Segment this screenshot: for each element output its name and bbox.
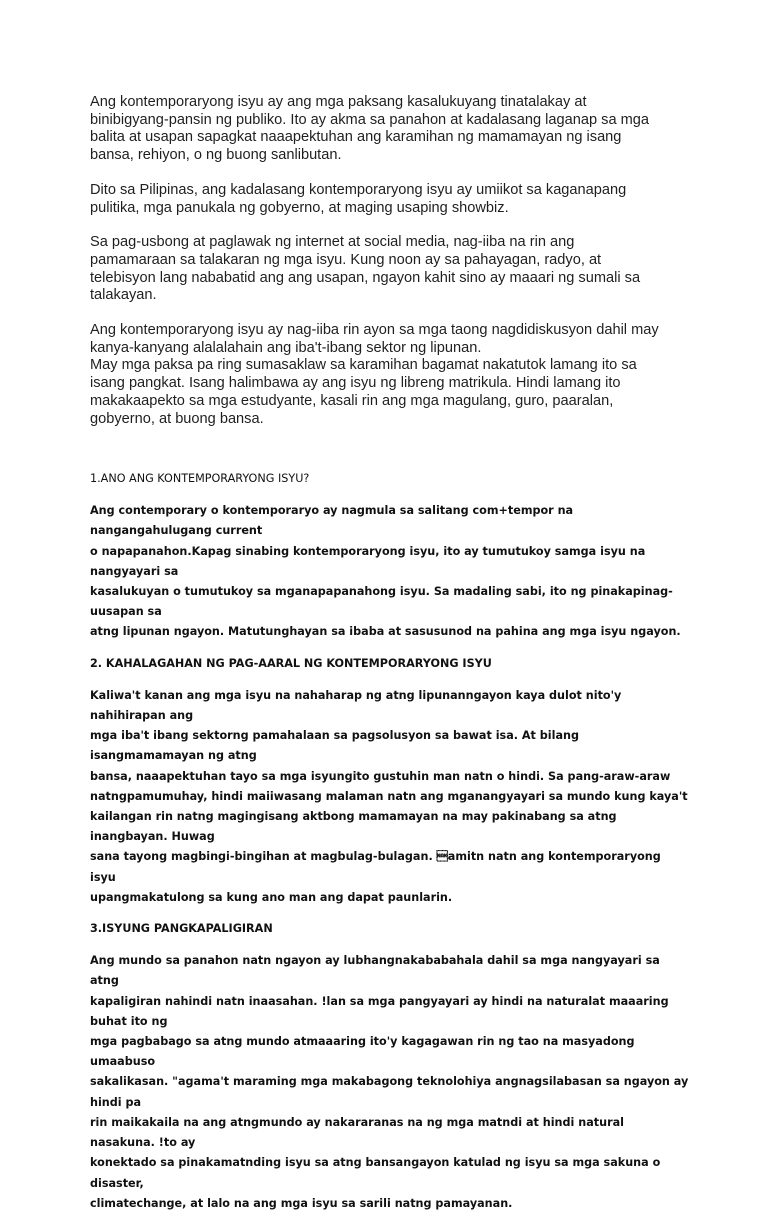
intro-paragraph-1: Ang kontemporaryong isyu ay ang mga paksang kasalukuyang tinatalakay at binibigyang-pansin ng publiko. Ito ay akma sa panahon at kadalasang laganap sa mga balita at usapan sapagkat naaapektuhan ang karamihan ng mamamayan ng isang bansa, rehiyon, o ng buong sanlibutan. (90, 94, 650, 164)
document-page (90, 94, 690, 445)
section-3-heading: 3.ISYUNG PANGKAPALIGIRAN (90, 922, 273, 936)
section-2-body: Kaliwa't kanan ang mga isyu na nahaharap ng atng lipunanngayon kaya dulot nito'y nahihirapan ang mga iba't ibang sektorng pamahalaan sa pagsolusyon sa bawat isa. At bilang isangmamamayan ng atng bansa, naaapektuhan tayo sa mga isyungito gustuhin man natn o hindi. Sa pang-araw-araw natngpamumuhay, hindi maiiwasang malaman natn ang mganangyayari sa mundo kung kaya't kailangan rin natng magingisang aktbong mamamayan na may pakinabang sa atng inangbayan. Huwag sana tayong magbingi-bingihan at magbulag-bulagan. amitn natn ang kontemporaryong isyu upangmakatulong sa kung ano man ang dapat paunlarin. (90, 688, 688, 904)
intro-paragraph-4: Ang kontemporaryong isyu ay nag-iiba rin ayon sa mga taong nagdidiskusyon dahil may kanya-kanyang alalalahain ang iba't-ibang sektor ng lipunan. May mga paksa pa ring sumasaklaw sa karamihan bagamat nakatutok lamang ito sa isang pangkat. Isang halimbawa ay ang isyu ng libreng matrikula. Hindi lamang ito makakaapekto sa mga estudyante, kasali rin ang mga magulang, guro, paaralan, gobyerno, at buong bansa. (90, 322, 659, 427)
section-1-body: Ang contemporary o kontemporaryo ay nagmula sa salitang com+tempor na nangangahulugang current o napapanahon.Kapag sinabing kontemporaryong isyu, ito ay tumutukoy samga isyu na nangyayari sa kasalukuyan o tumutukoy sa mganapapanahong isyu. Sa madaling sabi, ito ng pinakapinag-uusapan sa atng lipunan ngayon. Matutunghayan sa ibaba at sasusunod na pahina ang mga isyu ngayon. (90, 504, 681, 639)
section-1-heading: 1.ANO ANG KONTEMPORARYONG ISYU? (90, 472, 310, 485)
sections-block (90, 469, 690, 1225)
section-2-heading: 2. KAHALAGAHAN NG PAG-AARAL NG KONTEMPORARYONG ISYU (90, 656, 492, 670)
intro-paragraph-3: Sa pag-usbong at paglawak ng internet at social media, nag-iiba na rin ang pamamaraan sa talakaran ng mga isyu. Kung noon ay sa pahayagan, radyo, at telebisyon lang nababatid ang ang usapan, ngayon kahit sino ay maaari ng sumali sa talakayan. (90, 234, 641, 304)
section-3-body: Ang mundo sa panahon natn ngayon ay lubhangnakababahala dahil sa mga nangyayari sa atng kapaligiran nahindi natn inaasahan. !lan sa mga pangyayari ay hindi na naturalat maaaring buhat ito ng mga pagbabago sa atng mundo atmaaaring ito'y kagagawan rin ng tao na masyadong umaabuso sakalikasan. "agama't maraming mga makabagong teknolohiya angnagsilabasan sa ngayon ay hindi pa rin maikakaila na ang atngmundo ay nakararanas na ng mga matndi at hindi natural nasakuna. !to ay konektado sa pinakamatnding isyu sa atng bansangayon katulad ng isyu sa mga sakuna o disaster, climatechange, at lalo na ang mga isyu sa sarili natng pamayanan. (90, 954, 689, 1210)
intro-paragraph-2: Dito sa Pilipinas, ang kadalasang kontemporaryong isyu ay umiikot sa kaganapang pulitika, mga panukala ng gobyerno, at maging usaping showbiz. (90, 181, 627, 216)
